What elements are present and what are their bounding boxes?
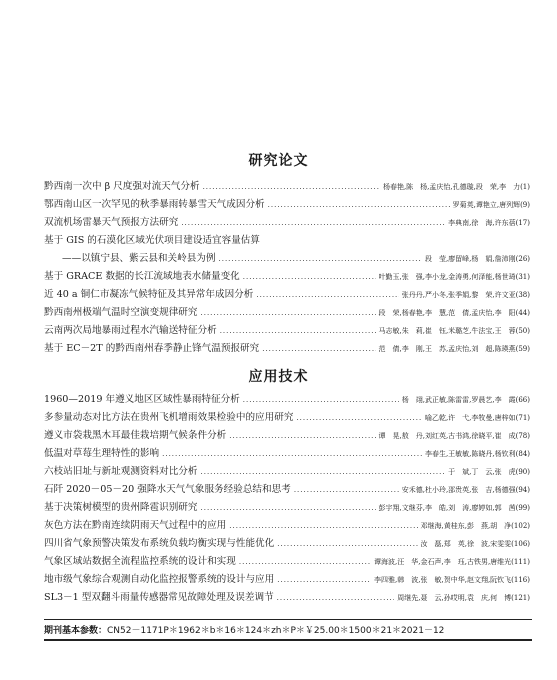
- dot-leader: [262, 344, 375, 358]
- toc-entry-authors-page: 杨 翊,武正敏,陈雷雷,罗晨艺,李 霞(66): [401, 396, 530, 404]
- research-papers-list: [44, 178, 530, 358]
- journal-parameters-label: 期刊基本参数：: [44, 626, 108, 636]
- toc-entry-title: 地市级气象综合观测自动化监控报警系统的设计与应用: [44, 574, 275, 585]
- footer-rule-thick: [44, 639, 532, 641]
- toc-entry-title: 近 40 a 铜仁市凝冻气候特征及其异常年成因分析: [44, 289, 254, 300]
- toc-entry-authors-page: 叶勤玉,张 强,李小龙,金涛勇,何泽能,杨世琦(31): [378, 273, 530, 281]
- toc-entry-title: SL3－1 型双翻斗雨量传感器常见故障处理及误差调节: [44, 592, 274, 603]
- toc-entry[interactable]: [44, 571, 530, 589]
- toc-entry-authors-page: 邓继海,黄桂东,彭 燕,胡 净(102): [420, 522, 530, 530]
- toc-entry-title: 基于 EC－2T 的黔西南州春季静止锋气温预报研究: [44, 343, 260, 354]
- toc-entry[interactable]: [44, 481, 530, 499]
- toc-entry[interactable]: [44, 589, 530, 607]
- journal-parameters-value: CN52－1171P＊1962＊b＊16＊124＊zh＊P＊￥25.00＊1500＊21＊2021－12: [107, 626, 445, 636]
- dot-leader: [243, 395, 399, 409]
- toc-entry[interactable]: [44, 250, 530, 268]
- toc-entry-title: 双流机场雷暴天气预报方法研究: [44, 217, 179, 228]
- dot-leader: [243, 272, 376, 286]
- toc-entry[interactable]: [44, 196, 530, 214]
- toc-entry-title: 遵义市袋栽黑木耳最佳栽培期气候条件分析: [44, 430, 227, 441]
- applied-technology-list: [44, 391, 530, 607]
- toc-entry-authors-page: 张丹丹,严小冬,张季娟,黎 荣,许文亚(38): [401, 291, 530, 299]
- dot-leader: [294, 485, 399, 499]
- toc-entry-title: 石阡 2020－05－20 强降水天气气象服务经验总结和思考: [44, 484, 291, 495]
- toc-entry[interactable]: [44, 286, 530, 304]
- dot-leader: [277, 539, 417, 553]
- toc-entry-authors-page: 喻乙乾,许 弋,李牧曼,唐梓如(71): [424, 414, 530, 422]
- toc-entry-authors-page: 彭宇翔,文继芬,李 皓,刘 涛,廖婷如,郭 茜(99): [378, 504, 530, 512]
- dot-leader: [229, 521, 417, 535]
- journal-parameters: [44, 623, 532, 636]
- dot-leader: [277, 575, 371, 589]
- toc-entry-authors-page: 罗菊英,谭艳立,唐列辉(9): [452, 201, 530, 209]
- toc-entry-authors-page: 范 倩,李 刚,王 苏,孟庆怡,刘 超,陈瑛燕(59): [378, 345, 530, 353]
- toc-entry-authors-page: 谭 晃,敖 丹,刘红英,古书鸿,徐晓平,崔 成(78): [378, 432, 530, 440]
- toc-entry-title: 六枝站旧址与新址观测资料对比分析: [44, 466, 198, 477]
- toc-entry-title: 灰色方法在黔南连续阴雨天气过程中的应用: [44, 520, 227, 531]
- dot-leader: [201, 503, 376, 517]
- toc-entry-authors-page: 汝 磊,郑 英,徐 波,宋雯雯(106): [420, 540, 530, 548]
- dot-leader: [229, 431, 375, 445]
- toc-entry[interactable]: [44, 214, 530, 232]
- toc-entry-authors-page: 李春生,王敏敏,陈晓丹,杨钦利(84): [424, 450, 530, 458]
- dot-leader: [219, 254, 422, 268]
- section-title-applied-technology: 应用技术: [248, 369, 309, 385]
- dot-leader: [239, 557, 371, 571]
- dot-leader: [256, 290, 398, 304]
- toc-entry-title: 云南两次局地暴雨过程水汽输送特征分析: [44, 325, 217, 336]
- toc-entry-title: 黔西南一次中 β 尺度强对流天气分析: [44, 181, 200, 192]
- toc-entry[interactable]: [44, 409, 530, 427]
- toc-entry-title: 四川省气象预警决策发布系统负载均衡实现与性能优化: [44, 538, 275, 549]
- toc-entry[interactable]: [44, 517, 530, 535]
- toc-entry[interactable]: [44, 178, 530, 196]
- toc-entry-authors-page: 周继先,聂 云,孙哎明,袁 庆,何 博(121): [397, 594, 530, 602]
- toc-entry[interactable]: [44, 340, 530, 358]
- toc-entry[interactable]: [44, 427, 530, 445]
- toc-entry[interactable]: [44, 499, 530, 517]
- toc-entry-authors-page: 杨春艳,陈 杨,孟庆怡,孔德璇,段 荣,李 力(1): [382, 183, 530, 191]
- toc-entry-title: 多参量动态对比方法在贵州飞机增雨效果检验中的应用研究: [44, 412, 294, 423]
- toc-entry[interactable]: [44, 232, 530, 250]
- dot-leader: [296, 413, 422, 427]
- toc-entry-authors-page: 谭海波,汪 华,金石声,李 珏,古铁男,唐维光(111): [374, 558, 530, 566]
- toc-entry[interactable]: [44, 463, 530, 481]
- dot-leader: [181, 218, 445, 232]
- dot-leader: [201, 467, 446, 481]
- dot-leader: [201, 308, 376, 322]
- toc-entry-authors-page: 段 莹,廖留峰,杨 娟,詹沛刚(26): [424, 255, 530, 263]
- dot-leader: [277, 593, 395, 607]
- toc-entry-title: 黔西南州极端气温时空演变规律研究: [44, 307, 198, 318]
- toc-entry[interactable]: [44, 553, 530, 571]
- toc-entry-authors-page: 安禾德,杜小玲,邵贵英,张 吉,杨德强(94): [401, 486, 530, 494]
- dot-leader: [162, 449, 422, 463]
- dot-leader: [268, 200, 450, 214]
- toc-entry-authors-page: 段 荣,杨春艳,李 慧,范 倩,孟庆怡,李 阳(44): [378, 309, 530, 317]
- toc-entry-title: 基于 GRACE 数据的长江流域地表水储量变化: [44, 271, 240, 282]
- toc-entry[interactable]: [44, 268, 530, 286]
- toc-entry[interactable]: [44, 304, 530, 322]
- toc-entry-title: 基于 GIS 的石漠化区域光伏项目建设适宜容量估算: [44, 235, 260, 246]
- toc-entry-authors-page: 于 斌,丁 云,张 虎(90): [448, 468, 530, 476]
- toc-entry-title: 鄂西南山区一次罕见的秋季暴雨转暴雪天气成因分析: [44, 199, 265, 210]
- dot-leader: [220, 326, 376, 340]
- toc-entry-authors-page: 李典南,徐 海,许东蓓(17): [448, 219, 530, 227]
- toc-entry-title: 1960—2019 年遵义地区区域性暴雨特征分析: [44, 394, 240, 405]
- toc-entry[interactable]: [44, 322, 530, 340]
- toc-entry-title: 低温对草莓生理特性的影响: [44, 448, 160, 459]
- dot-leader: [203, 182, 380, 196]
- toc-entry-authors-page: 马志敏,朱 莉,崔 钰,米璐芝,牛法宝,王 蓉(50): [378, 327, 530, 335]
- section-title-research-papers: 研究论文: [248, 153, 309, 169]
- toc-entry[interactable]: [44, 535, 530, 553]
- toc-entry-authors-page: 李四雅,韩 波,张 敏,贺中华,赵文翔,阮钦飞(116): [374, 576, 530, 584]
- toc-entry-title: 基于决策树模型的贵州降雹识别研究: [44, 502, 198, 513]
- footer-rule-thin: [44, 619, 532, 620]
- toc-entry[interactable]: [44, 391, 530, 409]
- toc-entry-title: ——以镇宁县、紫云县和关岭县为例: [62, 253, 216, 264]
- toc-entry[interactable]: [44, 445, 530, 463]
- toc-entry-title: 气象区域站数据全流程监控系统的设计和实现: [44, 556, 236, 567]
